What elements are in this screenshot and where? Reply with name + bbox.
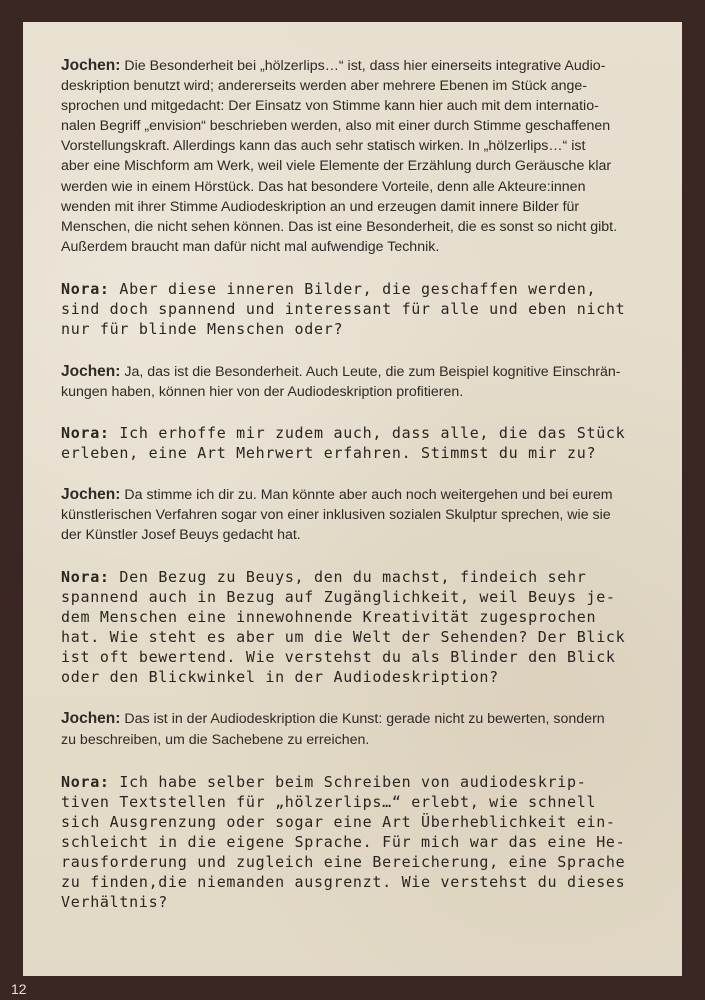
dialogue-text <box>61 56 651 912</box>
dialogue-text-body: Den Bezug zu Beuys, den du machst, findeich sehr spannend auch in Bezug auf Zugänglichkeit, weil Beuys je- dem Menschen eine innewohnende Kreativität zugesprochen hat. Wie steht es aber um die Welt der Sehenden? Der Blick ist oft bewertend. Wie verstehst du als Blinder den Blick oder den Blickwinkel in der Audiodeskription? <box>61 568 626 687</box>
dialogue-text-body: Ja, das ist die Besonderheit. Auch Leute, die zum Beispiel kognitive Einschrän- kungen haben, können hier von der Audiodeskription profitieren. <box>61 363 621 401</box>
dialogue-text-body: Ich erhoffe mir zudem auch, dass alle, die das Stück erleben, eine Art Mehrwert erfahren. Stimmst du mir zu? <box>61 424 626 463</box>
dialogue-nora-1 <box>61 279 651 339</box>
speaker-label: Jochen: <box>61 57 121 74</box>
dialogue-text-body: Da stimme ich dir zu. Man könnte aber auch noch weitergehen und bei eurem künstlerischen Verfahren sogar von einer inklusiven sozialen Skulptur sprechen, wie sie der Künstler Josef Beuys gedacht hat. <box>61 487 613 544</box>
speaker-label: Jochen: <box>61 362 121 380</box>
speaker-label: Nora: <box>61 424 110 443</box>
speaker-label: Jochen: <box>61 710 121 728</box>
page-number: 12 <box>11 981 27 997</box>
dialogue-jochen-4 <box>61 709 651 749</box>
dialogue-jochen-3 <box>61 485 651 545</box>
dialogue-nora-2 <box>61 423 651 463</box>
dialogue-nora-4 <box>61 772 651 912</box>
speaker-label: Jochen: <box>61 486 121 504</box>
dialogue-text-body: Ich habe selber beim Schreiben von audiodeskrip- tiven Textstellen für „hölzerlips…“ erlebt, wie schnell sich Ausgrenzung oder sogar eine Art Überheblichkeit ein- schleicht in die eigene Sprache. Für mich war das eine He- rausforderung und zugleich eine Bereicherung, eine Sprache zu finden,die niemanden ausgrenzt. Wie verstehst du dieses Verhältnis? <box>61 772 626 911</box>
paper-page <box>23 22 682 976</box>
speaker-label: Nora: <box>61 568 110 587</box>
dialogue-text-body: Die Besonderheit bei „hölzerlips…“ ist, dass hier einerseits integrative Audio- deskription benutzt wird; andererseits werden aber mehrere Ebenen im Stück ange- sprochen und mitgedacht: Der Einsatz von Stimme kann hier auch mit dem internatio- nalen Begriff „envision“ beschrieben werden, also mit einer durch Stimme geschaffenen Vorstellungskraft. Allerdings kann das auch sehr statisch wirken. In „hölzerlips…“ ist aber eine Mischform am Werk, weil viele Elemente der Erzählung durch Geräusche klar werden wie in einem Hörstück. Das hat besondere Vorteile, denn alle Akteure:innen wenden mit ihrer Stimme Audiodeskription an und erzeugen damit innere Bilder für Menschen, die nicht sehen können. Das ist eine Besonderheit, die es sonst so nicht gibt. Außerdem braucht man dafür nicht mal aufwendige Technik. <box>61 58 618 255</box>
dialogue-text-body: Das ist in der Audiodeskription die Kunst: gerade nicht zu bewerten, sondern zu beschreiben, um die Sachebene zu erreichen. <box>61 711 605 748</box>
dialogue-text-body: Aber diese inneren Bilder, die geschaffen werden, sind doch spannend und interessant für alle und eben nicht nur für blinde Menschen oder? <box>61 279 626 338</box>
dialogue-nora-3 <box>61 567 651 687</box>
dialogue-jochen-2 <box>61 362 651 402</box>
speaker-label: Nora: <box>61 772 110 791</box>
speaker-label: Nora: <box>61 279 110 298</box>
dialogue-jochen-1 <box>61 56 651 257</box>
